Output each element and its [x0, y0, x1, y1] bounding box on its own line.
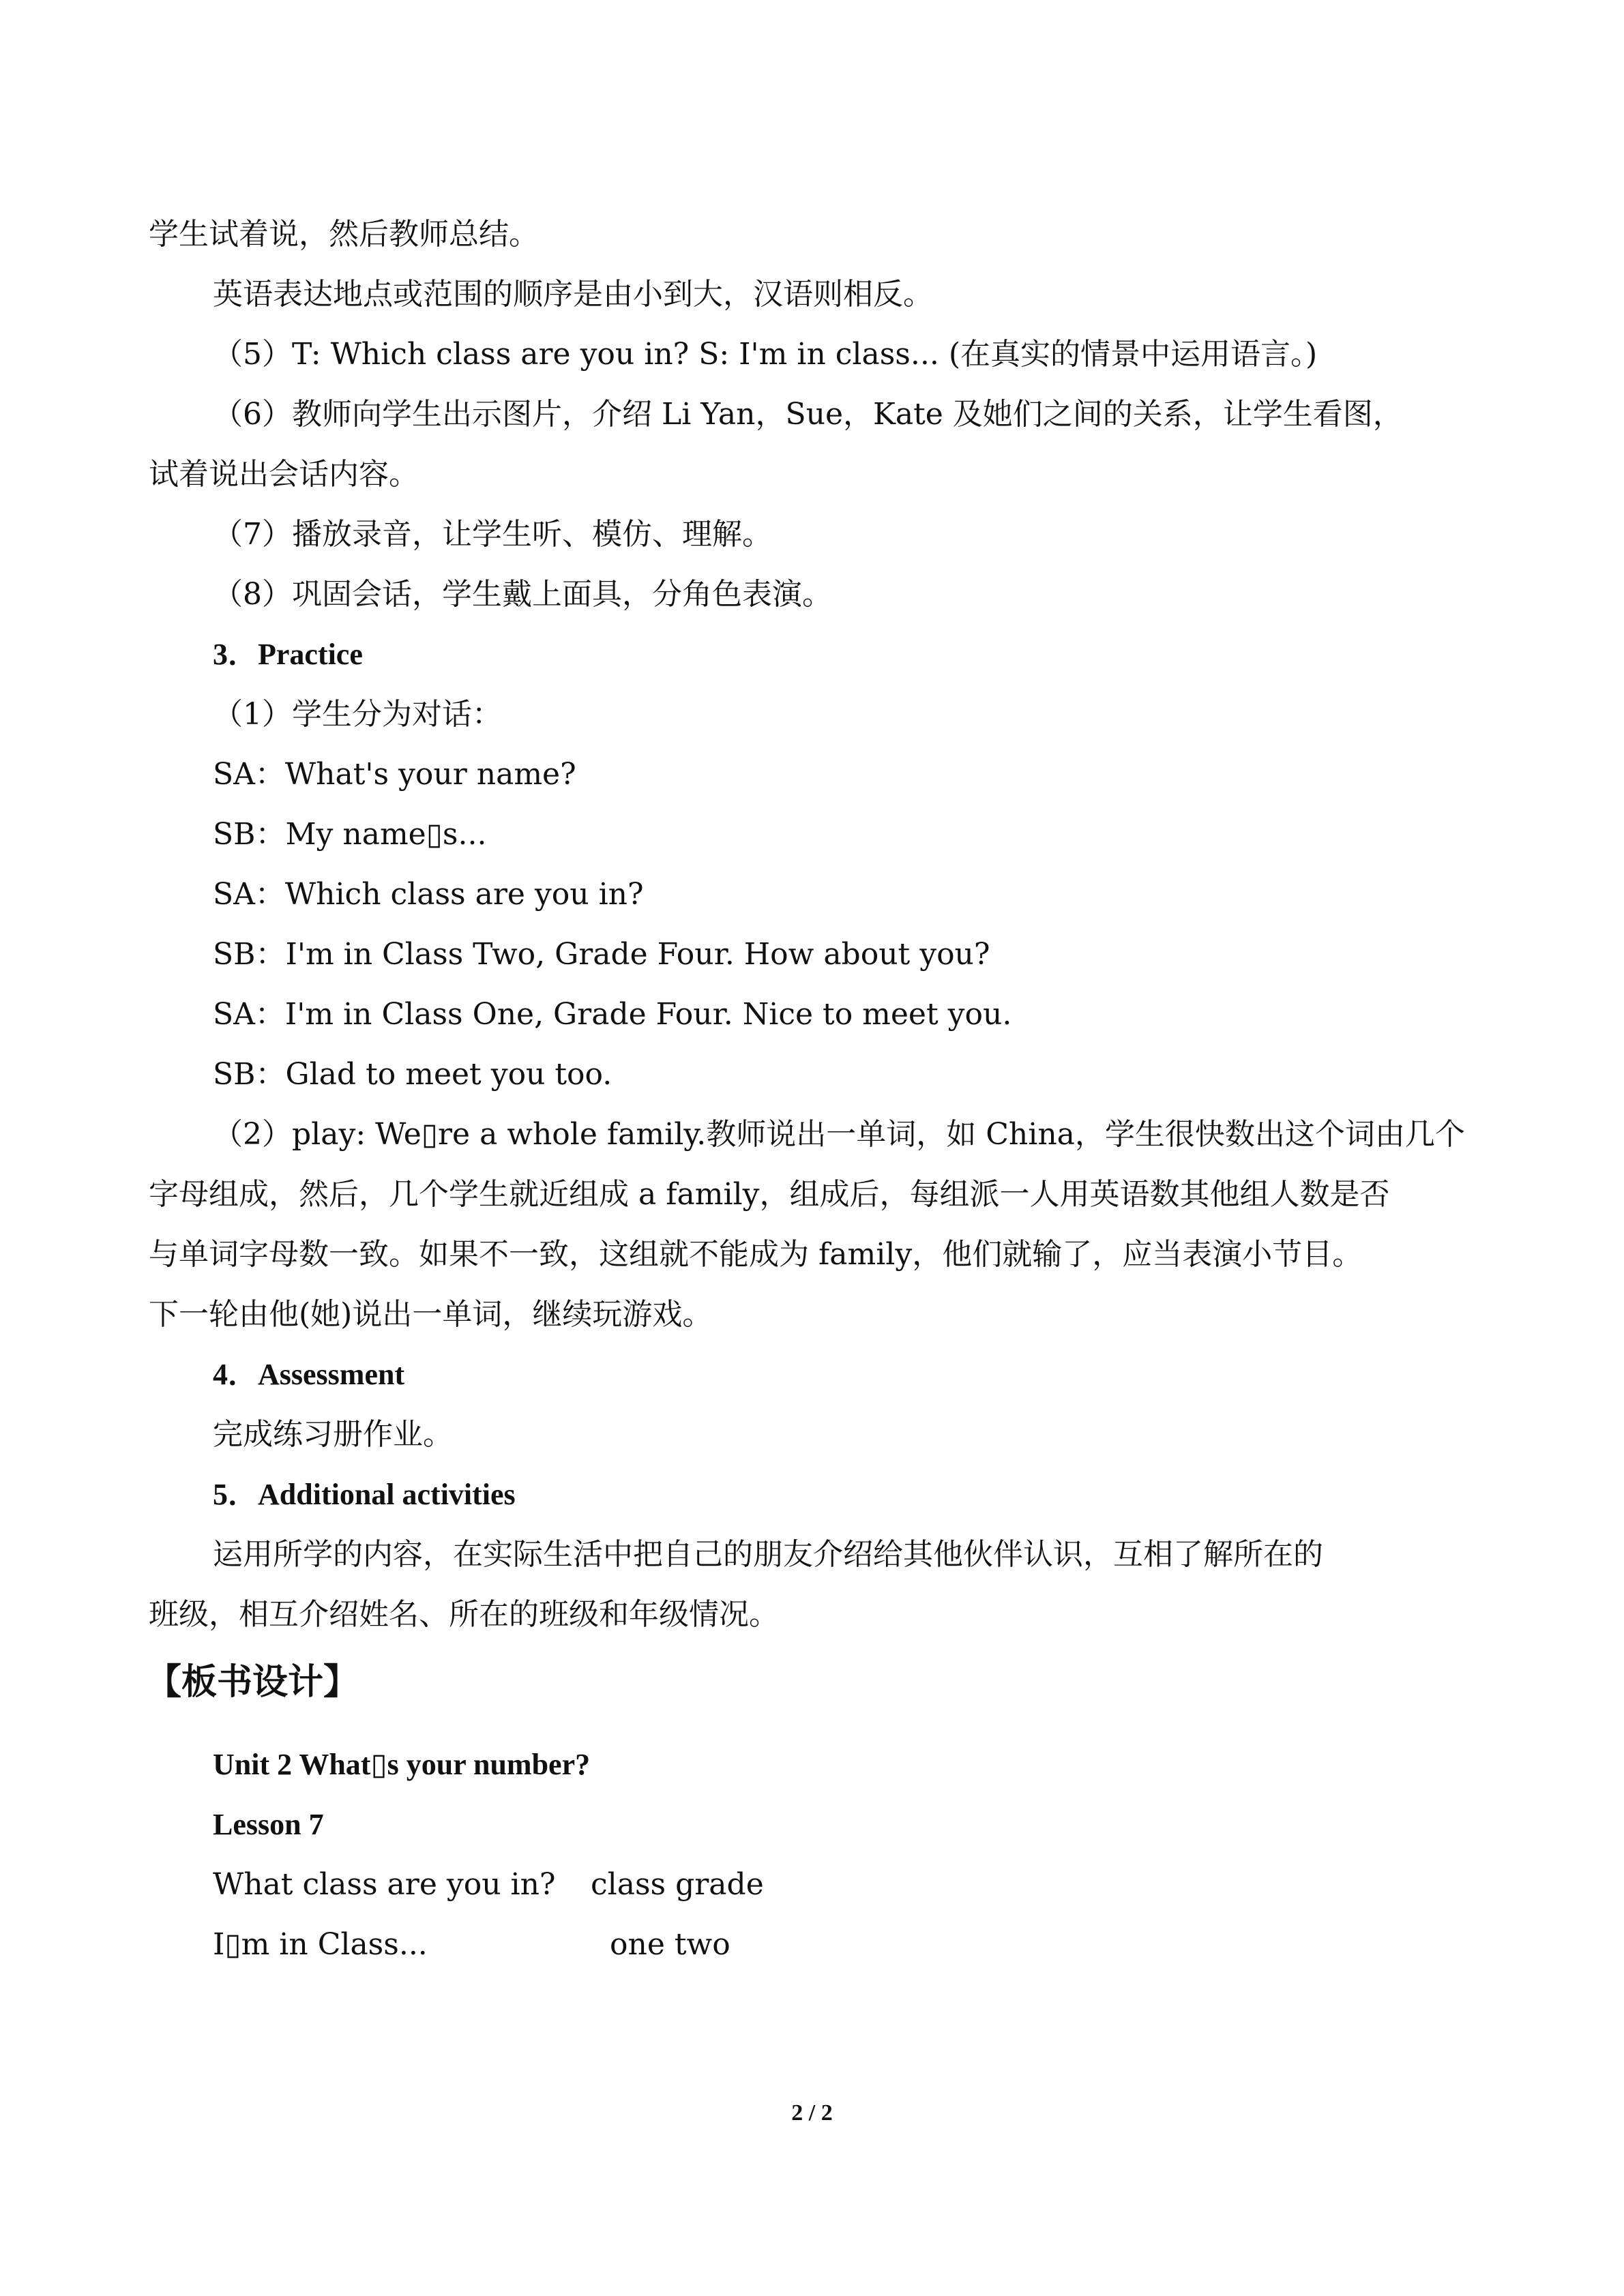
- text-line: 完成练习册作业。: [213, 1417, 453, 1452]
- board-row-left: What class are you in?: [213, 1867, 556, 1902]
- text-line: （7）播放录音，让学生听、模仿、理解。: [213, 517, 772, 552]
- text-line: （8）巩固会话，学生戴上面具，分角色表演。: [213, 577, 832, 612]
- dialogue-line: SB：I'm in Class Two, Grade Four. How about you?: [213, 937, 990, 972]
- dialogue-line: SA：Which class are you in?: [213, 877, 644, 912]
- dialogue-line: SA：What's your name?: [213, 757, 576, 792]
- text-line: 班级，相互介绍姓名、所在的班级和年级情况。: [149, 1597, 779, 1632]
- text-line: 学生试着说，然后教师总结。: [149, 217, 539, 252]
- dialogue-line: SB：My name▯s...: [213, 817, 487, 852]
- text-line: （5）T: Which class are you in? S: I'm in class... (在真实的情景中运用语言。): [213, 337, 1318, 372]
- text-line: 下一轮由他(她)说出一单词，继续玩游戏。: [149, 1297, 713, 1332]
- dialogue-line: SA：I'm in Class One, Grade Four. Nice to meet you.: [213, 997, 1012, 1032]
- text-line: 英语表达地点或范围的顺序是由小到大，汉语则相反。: [213, 277, 933, 312]
- page-number: 2 / 2: [791, 2100, 833, 2126]
- board-row-right: one two: [610, 1927, 730, 1962]
- section-heading-practice: 3．Practice: [213, 638, 363, 671]
- board-row-right: class grade: [591, 1867, 764, 1902]
- text-line: 字母组成，然后，几个学生就近组成 a family，组成后，每组派一人用英语数其他组人数是否: [149, 1177, 1390, 1212]
- board-lesson: Lesson 7: [213, 1808, 324, 1841]
- board-row-left: I▯m in Class...: [213, 1927, 428, 1962]
- text-line: 运用所学的内容，在实际生活中把自己的朋友介绍给其他伙伴认识，互相了解所在的: [213, 1537, 1323, 1572]
- text-line: 与单词字母数一致。如果不一致，这组就不能成为 family，他们就输了，应当表演小节目。: [149, 1237, 1363, 1272]
- section-heading-additional-activities: 5．Additional activities: [213, 1478, 516, 1511]
- text-line: 试着说出会话内容。: [149, 457, 419, 492]
- section-heading-assessment: 4．Assessment: [213, 1358, 405, 1391]
- board-design-heading: 【板书设计】: [146, 1661, 359, 1703]
- board-unit-title: Unit 2 What▯s your number?: [213, 1748, 591, 1781]
- text-line: （2）play: We▯re a whole family.教师说出一单词，如 China，学生很快数出这个词由几个: [213, 1117, 1465, 1152]
- text-line: （1）学生分为对话：: [213, 697, 502, 732]
- text-line: （6）教师向学生出示图片，介绍 Li Yan，Sue，Kate 及她们之间的关系，让学生看图，: [213, 397, 1403, 432]
- dialogue-line: SB：Glad to meet you too.: [213, 1057, 612, 1092]
